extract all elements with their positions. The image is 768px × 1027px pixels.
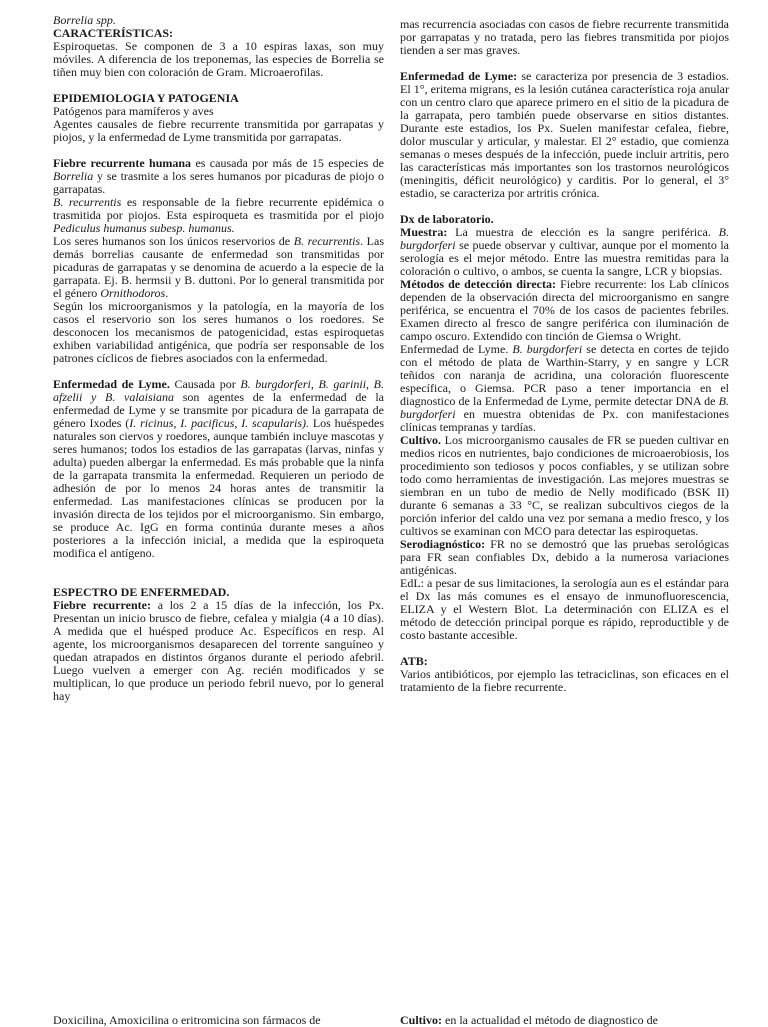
microorganismos-paragraph: Según los microorganismos y la patología, en la mayoría de los casos el reservorio son los seres humanos o los roedores. Se desconocen los mecanismos de patogenicidad, estas espiroquetas exhiben variabilidad antigénica, que podría ser responsable de los patrones cíclicos de fiebres asociados con la enfermedad. — [53, 299, 384, 365]
continuation-paragraph: mas recurrencia asociadas con casos de fiebre recurrente transmitida por garrapatas y no tratada, pero las fiebres transmitida por piojos tienden a ser mas graves. — [400, 17, 729, 57]
epidemiologia-heading: EPIDEMIOLOGIA Y PATOGENIA — [53, 91, 239, 105]
footer-left-line: Doxicilina, Amoxicilina o eritromicina son fármacos de — [53, 1013, 321, 1027]
serodiagnostico-paragraph: Serodiagnóstico: FR no se demostró que las pruebas serológicas para FR sean confiables Dx, debido a la numerosa variaciones antigénicas. — [400, 537, 729, 577]
edl-paragraph: EdL: a pesar de sus limitaciones, la serología aun es el estándar para el Dx las más comunes es el ensayo de inmunofluorescencia, ELIZA y el Western Blot. La determinación con ELIZA es el método de detección principal porque es rápido, reproductible y de costo bastante accesible. — [400, 576, 729, 642]
espectro-paragraph: Fiebre recurrente: a los 2 a 15 días de la infección, los Px. Presentan un inicio brusco de fiebre, cefalea y mialgia (4 a 10 días). A medida que el huésped produce Ac. Específicos en resp. Al agente, los microorganismos desaparecen del torrente sanguíneo y quedan atrapados en distintos órganos durante el periodo afebril. Luego vuelven a emerger con Ag. recién modificados y se multiplican, lo que produce un periodo febril nuevo, por lo general hay — [53, 598, 384, 703]
atb-paragraph: Varios antibióticos, por ejemplo las tetraciclinas, son eficaces en el tratamiento de la fiebre recurrente. — [400, 667, 729, 694]
espectro-heading: ESPECTRO DE ENFERMEDAD. — [53, 585, 230, 599]
cultivo-paragraph: Cultivo. Los microorganismo causales de FR se pueden cultivar en medios ricos en nutrientes, bajo condiciones de microaerobiosis, los procedimiento son tediosos y pocos confiables, y se utilizan sobre todo como herramientas de investigación. Las mejores muestras se siembran en un tubo de medio de Nelly modificado (BSK II) durante 6 semanas a 33 °C, se realizan subcultivos ciegos de la porción inferior del caldo una vez por semana a medio fresco, y los cultivos se examinan con MCO para detectar las espiroquetas. — [400, 433, 729, 538]
left-column — [53, 14, 384, 703]
fiebre-recurrente-paragraph: Fiebre recurrente humana es causada por más de 15 especies de Borrelia y se trasmite a los seres humanos por picaduras de piojo o garrapatas. — [53, 156, 384, 196]
lyme-dx-paragraph: Enfermedad de Lyme. B. burgdorferi se detecta en cortes de tejido con el método de plata de Warthin-Starry, y en sangre y LCR teñidos con naranja de acridina, una coloración fluorescente específica, o Giemsa. PCR paso a tener importancia en el diagnostico de la Enfermedad de Lyme, permite detectar DNA de B. burgdorferi en muestra obtenidas de Px. con manifestaciones clínicas tempranas y tardías. — [400, 342, 730, 434]
epidemiologia-paragraph-1: Patógenos para mamíferos y aves — [53, 104, 214, 118]
right-column — [400, 18, 729, 694]
lyme-paragraph: Enfermedad de Lyme. Causada por B. burgdorferi, B. garinii, B. afzelii y B. valaisiana son agentes de la enfermedad de la enfermedad de Lyme y se transmite por picadura de la garrapata de género Ixodes (I. ricinus, I. pacificus, I. scapularis). Los huéspedes naturales son ciervos y roedores, aunque también incluye mascotas y seres humanos; todos los estadios de las garrapatas (larvas, ninfas y adulta) pueden albergar la enfermedad. Es más probable que la ninfa de la garrapata transmita la enfermedad. Requieren un periodo de adhesión de por lo menos 24 horas antes de transmitir la enfermedad. Las manifestaciones clínicas se producen por la invasión directa de los tejidos por el microorganismo. Sin embargo, se produce Ac. IgG en forma continúa durante meses a años posteriores a la infección inicial, a medida que la espiroqueta modifica el antígeno. — [53, 377, 384, 560]
muestra-paragraph: Muestra: La muestra de elección es la sangre periférica. B. burgdorferi se puede observar y cultivar, aunque por el momento la serología es el mejor método. Entre las muestra remitidas para la coloración o cultivo, o ambos, se cuenta la sangre, LCR y biopsias. — [400, 225, 729, 278]
lyme-stages-paragraph: Enfermedad de Lyme: se caracteriza por presencia de 3 estadios. El 1°, eritema migrans, es la lesión cutánea característica roja anular con un centro claro que aparece primero en el sitio de la picadura de la garrapata, pero también puede observarse en sitios distantes. Durante este estadios, los Px. Suelen manifestar cefalea, fiebre, dolor muscular y articular, y malestar. El 2° estadio, que comienza semanas o meses después de la infección, puede incluir artritis, pero las características más importantes son los trastornos neurológicos (meningitis, déficit neurológico) y carditis. Por lo general, el 3° estadio, se caracteriza por artritis crónica. — [400, 69, 729, 200]
epidemiologia-paragraph-2: Agentes causales de fiebre recurrente transmitida por garrapatas y piojos, y la enfermedad de Lyme transmitida por garrapatas. — [53, 117, 384, 144]
dx-laboratorio-heading: Dx de laboratorio. — [400, 212, 494, 226]
caracteristicas-heading: CARACTERÍSTICAS: — [53, 26, 174, 40]
atb-heading: ATB: — [400, 654, 428, 668]
genus-heading: Borrelia spp. — [53, 13, 116, 27]
footer-right-line: Cultivo: en la actualidad el método de diagnostico de — [400, 1013, 658, 1027]
reservorios-paragraph: Los seres humanos son los únicos reservorios de B. recurrentis. Las demás borrelias causante de enfermedad son transmitidas por picaduras de garrapatas y se denomina de acuerdo a la especie de la garrapata. Ej. B. hermsii y B. duttoni. Por lo general transmitida por el género Ornithodoros. — [53, 234, 384, 300]
metodos-paragraph: Métodos de detección directa: Fiebre recurrente: los Lab clínicos dependen de la observación directa del microorganismo en sangre periférica, se encuentra el 70% de los casos de pacientes febriles. Examen directo al fresco de sangre periférica con iluminación de campo oscuro. Extendido con tinción de Giemsa o Wright. — [400, 277, 729, 343]
b-recurrentis-paragraph: B. recurrentis es responsable de la fiebre recurrente epidémica o trasmitida por piojos. Esta espiroqueta es trasmitida por el piojo Pediculus humanus subesp. humanus. — [53, 195, 385, 235]
caracteristicas-paragraph: Espiroquetas. Se componen de 3 a 10 espiras laxas, son muy móviles. A diferencia de los treponemas, las especies de Borrelia se tiñen muy bien con coloración de Gram. Microaerofilas. — [53, 39, 384, 79]
